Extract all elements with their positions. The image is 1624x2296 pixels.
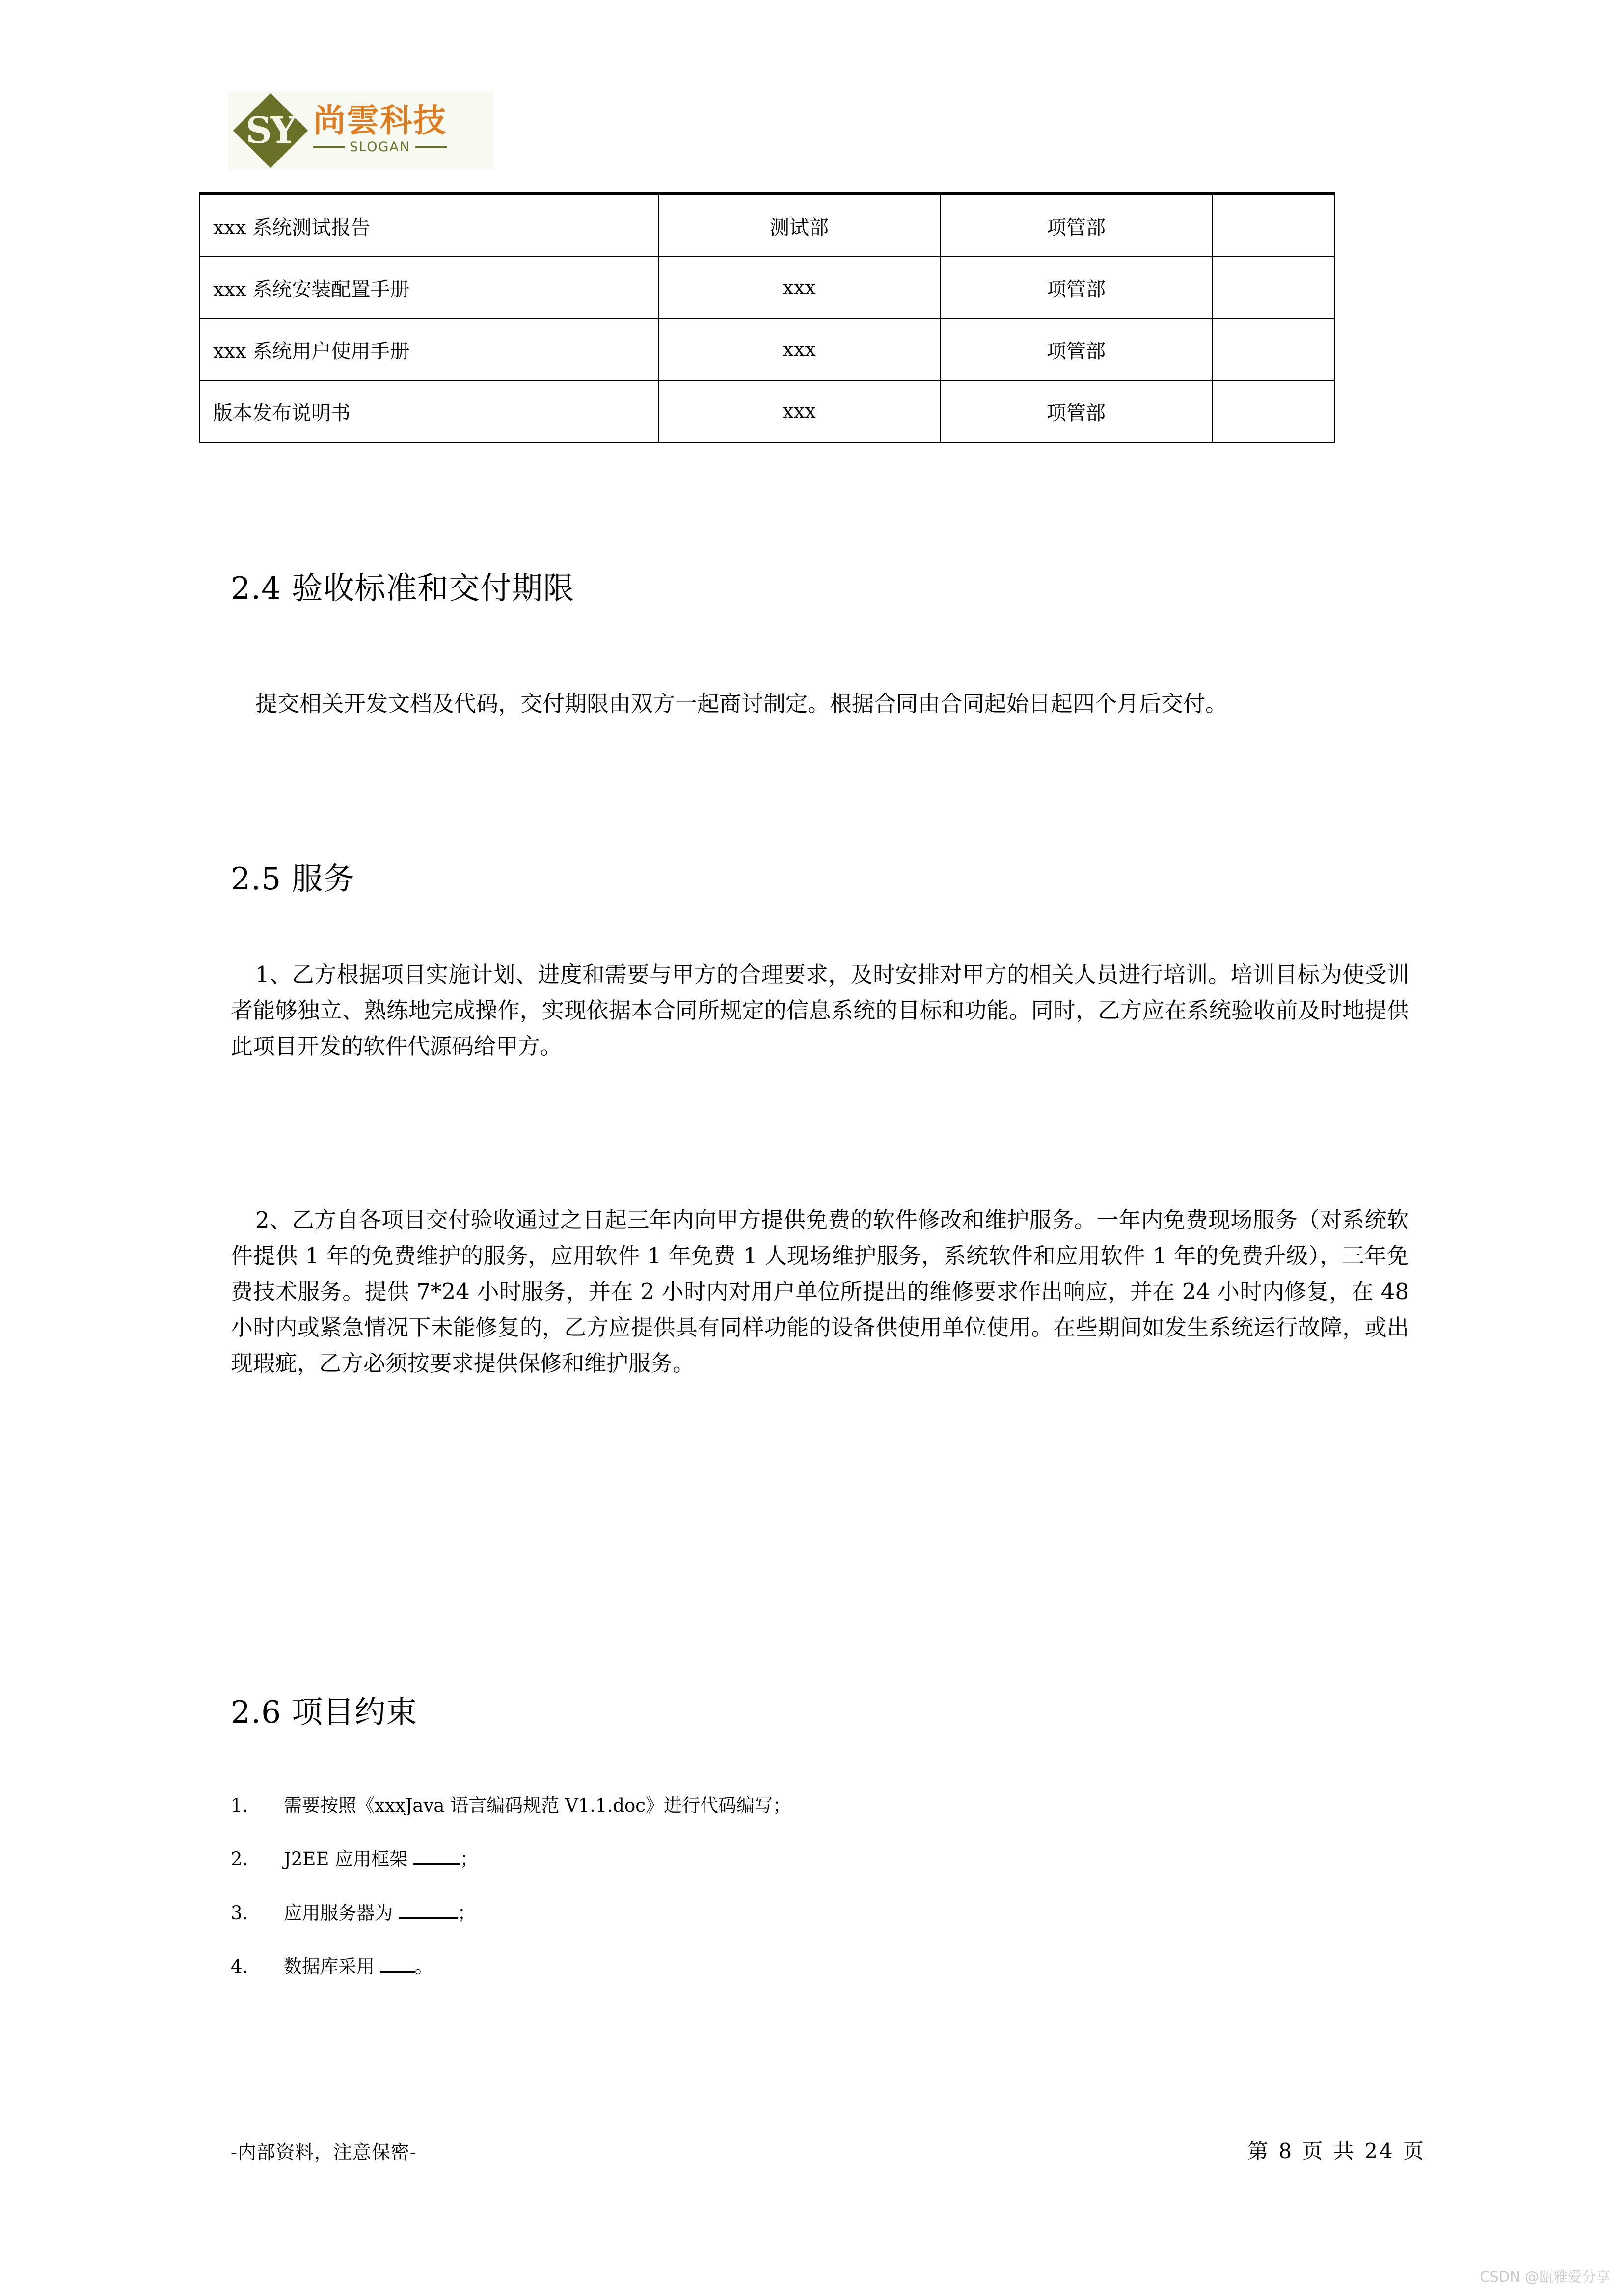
list-item	[231, 1952, 1409, 1980]
table-row	[200, 319, 1334, 380]
cell-department: 项管部	[940, 319, 1212, 380]
cell-blank	[1212, 194, 1334, 257]
logo-company-name: 尚雲科技	[313, 101, 447, 139]
list-text-after: ；	[460, 1848, 478, 1870]
cell-blank	[1212, 319, 1334, 380]
cell-document-name: xxx 系统用户使用手册	[200, 319, 658, 380]
logo-text-group	[313, 101, 447, 158]
list-item	[231, 1791, 1409, 1819]
list-text-before: J2EE 应用框架	[284, 1848, 408, 1870]
cell-document-name: xxx 系统测试报告	[200, 194, 658, 257]
list-text	[284, 1845, 478, 1873]
cell-department: 项管部	[940, 380, 1212, 442]
fill-in-blank[interactable]	[399, 1917, 458, 1919]
logo-monogram: SY	[245, 109, 295, 152]
list-text-after: 。	[414, 1956, 433, 1977]
list-item	[231, 1899, 1409, 1927]
cell-document-name: 版本发布说明书	[200, 380, 658, 442]
company-logo	[228, 91, 493, 170]
cell-owner: xxx	[658, 257, 940, 319]
list-text	[284, 1791, 791, 1819]
cell-department: 项管部	[940, 194, 1212, 257]
deliverables-table	[199, 192, 1335, 443]
list-text-before: 应用服务器为	[284, 1902, 393, 1923]
logo-slogan-row	[313, 139, 447, 155]
list-item	[231, 1845, 1409, 1873]
logo-diamond-icon	[232, 93, 308, 169]
footer-page-number: 第 8 页 共 24 页	[1247, 2139, 1426, 2163]
list-text-before: 需要按照《xxxJava 语言编码规范 V1.1.doc》进行代码编写；	[284, 1795, 791, 1816]
table-row	[200, 257, 1334, 319]
table-row	[200, 380, 1334, 442]
list-text-before: 数据库采用	[284, 1956, 375, 1977]
cell-owner: xxx	[658, 380, 940, 442]
paragraph-2-5-2: 2、乙方自各项目交付验收通过之日起三年内向甲方提供免费的软件修改和维护服务。一年内免费现场服务（对系统软件提供 1 年的免费维护的服务，应用软件 1 年免费 1 人现场维护服务，系统软件和应用软件 1 年的免费升级），三年免费技术服务。提供 7*24 小时服务，并在 2 小时内对用户单位所提出的维修要求作出响应，并在 24 小时内修复，在 48 小时内或紧急情况下未能修复的，乙方应提供具有同样功能的设备供使用单位使用。在些期间如发生系统运行故障，或出现瑕疵，乙方必须按要求提供保修和维护服务。	[231, 1207, 1409, 1376]
cell-department: 项管部	[940, 257, 1212, 319]
list-text-after: ；	[457, 1902, 476, 1923]
paragraph-2-5-1: 1、乙方根据项目实施计划、进度和需要与甲方的合理要求，及时安排对甲方的相关人员进行培训。培训目标为使受训者能够独立、熟练地完成操作，实现依据本合同所规定的信息系统的目标和功能。同时，乙方应在系统验收前及时地提供此项目开发的软件代源码给甲方。	[231, 961, 1409, 1059]
heading-2-5: 2.5 服务	[231, 861, 355, 897]
list-text	[284, 1899, 476, 1927]
cell-blank	[1212, 380, 1334, 442]
cell-document-name: xxx 系统安装配置手册	[200, 257, 658, 319]
heading-2-4: 2.4 验收标准和交付期限	[231, 570, 575, 606]
constraints-list	[231, 1791, 1409, 2006]
csdn-watermark: CSDN @瓯雅爱分享	[1480, 2269, 1610, 2285]
logo-rule-left	[313, 146, 345, 148]
cell-owner: 测试部	[658, 194, 940, 257]
table-body	[200, 194, 1334, 442]
list-marker: 3.	[231, 1902, 248, 1923]
list-marker: 1.	[231, 1795, 248, 1816]
table-row	[200, 194, 1334, 257]
logo-rule-right	[415, 146, 447, 148]
list-marker: 4.	[231, 1956, 248, 1977]
list-text	[284, 1952, 433, 1980]
fill-in-blank[interactable]	[380, 1971, 415, 1973]
footer-confidential: -内部资料，注意保密-	[231, 2141, 417, 2163]
paragraph-2-4: 提交相关开发文档及代码，交付期限由双方一起商讨制定。根据合同由合同起始日起四个月后交付。	[255, 691, 1228, 717]
logo-slogan-text: SLOGAN	[349, 139, 411, 155]
heading-2-6: 2.6 项目约束	[231, 1694, 418, 1730]
fill-in-blank[interactable]	[413, 1863, 460, 1865]
list-marker: 2.	[231, 1848, 248, 1870]
cell-blank	[1212, 257, 1334, 319]
cell-owner: xxx	[658, 319, 940, 380]
